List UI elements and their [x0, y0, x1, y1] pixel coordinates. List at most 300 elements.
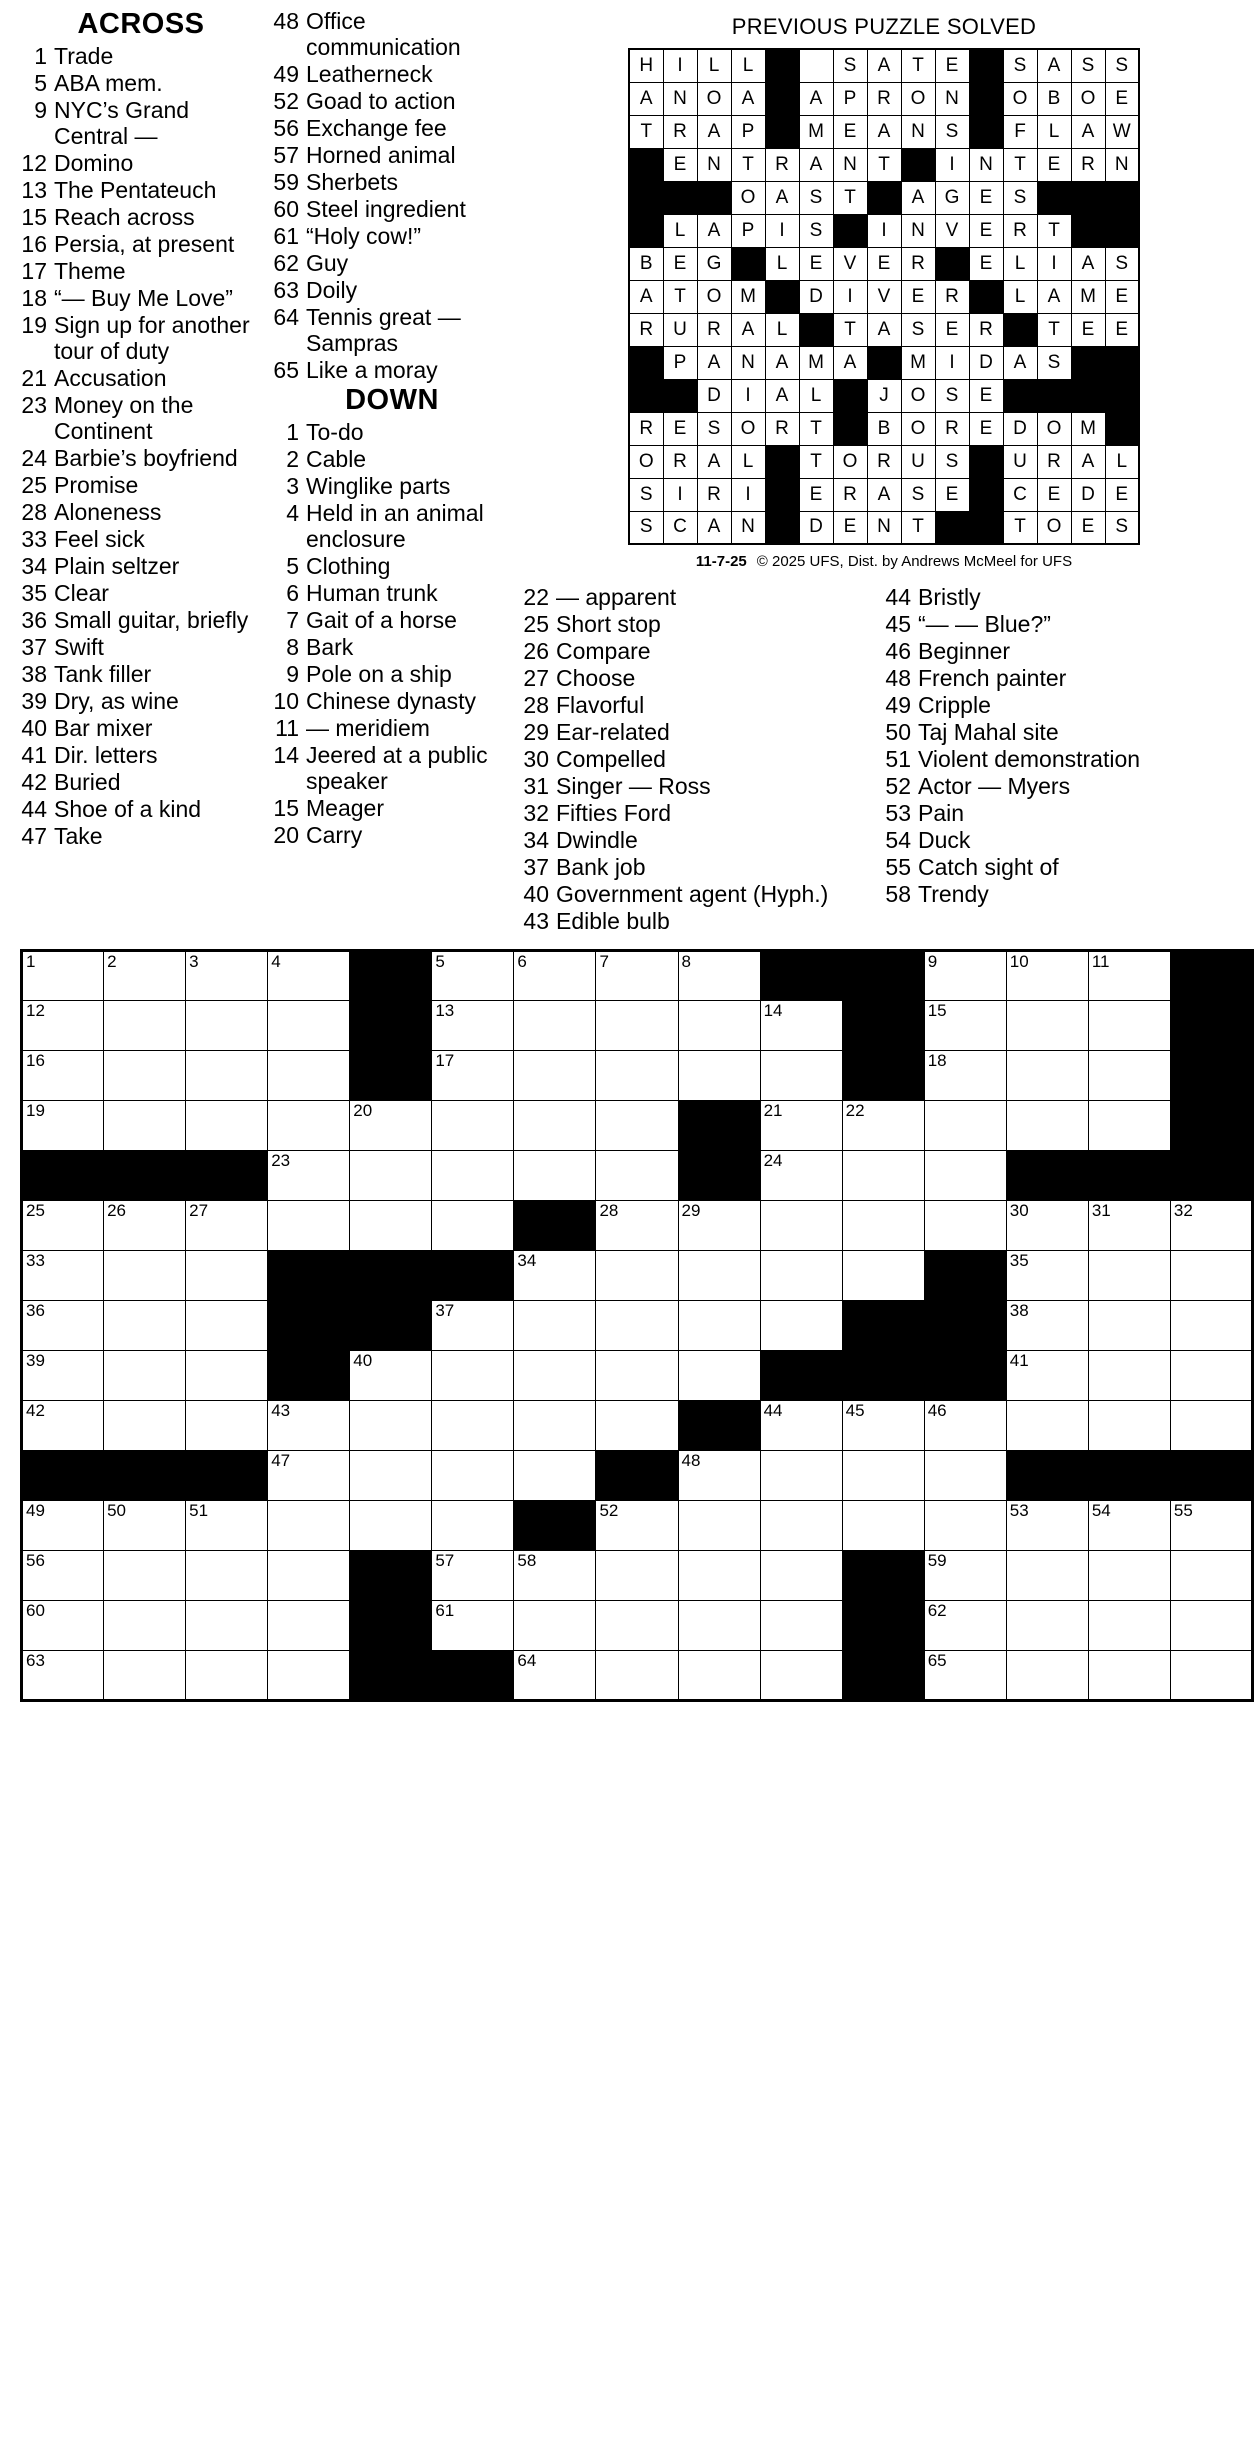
puzzle-entry-cell[interactable]	[432, 1550, 514, 1600]
puzzle-entry-cell[interactable]	[514, 1650, 596, 1700]
puzzle-entry-cell[interactable]	[1170, 1350, 1252, 1400]
puzzle-entry-cell[interactable]	[22, 1250, 104, 1300]
puzzle-entry-cell[interactable]	[186, 1400, 268, 1450]
solved-letter-cell: L	[765, 247, 799, 280]
puzzle-entry-cell[interactable]	[924, 1650, 1006, 1700]
puzzle-entry-cell[interactable]	[22, 1050, 104, 1100]
puzzle-entry-cell[interactable]	[268, 1150, 350, 1200]
puzzle-entry-cell[interactable]	[432, 1350, 514, 1400]
puzzle-entry-cell[interactable]	[104, 950, 186, 1000]
puzzle-cell-number: 45	[845, 1400, 865, 1420]
clue-number: 60	[273, 195, 299, 222]
puzzle-entry-cell[interactable]	[924, 950, 1006, 1000]
puzzle-entry-cell[interactable]	[678, 1600, 760, 1650]
puzzle-entry-cell[interactable]	[924, 1600, 1006, 1650]
solved-block-cell	[765, 82, 799, 115]
puzzle-entry-cell[interactable]	[1006, 1550, 1088, 1600]
puzzle-entry-cell[interactable]	[924, 1550, 1006, 1600]
puzzle-entry-cell[interactable]	[1006, 950, 1088, 1000]
puzzle-entry-cell[interactable]	[678, 950, 760, 1000]
puzzle-entry-cell[interactable]	[104, 1350, 186, 1400]
clue-text: Trade	[54, 43, 114, 69]
puzzle-cell-number: 1	[26, 951, 36, 971]
clue-item	[20, 312, 262, 364]
solved-letter-cell: S	[629, 478, 663, 511]
clue-item	[20, 231, 262, 257]
puzzle-entry-cell[interactable]	[104, 1550, 186, 1600]
puzzle-entry-cell[interactable]	[22, 1000, 104, 1050]
puzzle-entry-cell[interactable]	[842, 1500, 924, 1550]
clue-text: Tank filler	[54, 660, 152, 687]
puzzle-entry-cell[interactable]	[760, 1050, 842, 1100]
clue-item	[272, 742, 512, 794]
puzzle-entry-cell[interactable]	[350, 1150, 432, 1200]
puzzle-cell-number: 57	[435, 1550, 455, 1570]
solved-letter-cell: P	[731, 115, 765, 148]
puzzle-entry-cell[interactable]	[596, 950, 678, 1000]
clue-item	[522, 881, 876, 907]
puzzle-entry-cell[interactable]	[432, 1600, 514, 1650]
puzzle-entry-cell[interactable]	[924, 1500, 1006, 1550]
puzzle-entry-cell[interactable]	[760, 1400, 842, 1450]
puzzle-entry-cell[interactable]	[350, 1500, 432, 1550]
puzzle-entry-cell[interactable]	[514, 1300, 596, 1350]
clue-item	[272, 357, 512, 383]
puzzle-entry-cell[interactable]	[22, 950, 104, 1000]
puzzle-entry-cell[interactable]	[1170, 1250, 1252, 1300]
puzzle-entry-cell[interactable]	[596, 1650, 678, 1700]
puzzle-entry-cell[interactable]	[1088, 1250, 1170, 1300]
puzzle-block-cell	[104, 1450, 186, 1500]
clue-number: 13	[21, 176, 47, 203]
puzzle-entry-cell[interactable]	[1088, 950, 1170, 1000]
clue-number: 37	[523, 853, 549, 880]
puzzle-entry-cell[interactable]	[350, 1400, 432, 1450]
solved-letter-cell: C	[1003, 478, 1037, 511]
puzzle-entry-cell[interactable]	[514, 1100, 596, 1150]
puzzle-entry-cell[interactable]	[514, 1450, 596, 1500]
puzzle-entry-cell[interactable]	[760, 1000, 842, 1050]
puzzle-entry-cell[interactable]	[924, 1150, 1006, 1200]
puzzle-entry-cell[interactable]	[104, 1600, 186, 1650]
puzzle-entry-cell[interactable]	[104, 1300, 186, 1350]
puzzle-entry-cell[interactable]	[104, 1050, 186, 1100]
clue-number: 34	[523, 826, 549, 853]
solved-letter-cell: A	[1037, 280, 1071, 313]
clue-text: NYC’s Grand Central —	[54, 96, 190, 149]
puzzle-entry-cell[interactable]	[760, 1650, 842, 1700]
solved-letter-cell: E	[1071, 313, 1105, 346]
puzzle-entry-cell[interactable]	[1088, 1600, 1170, 1650]
puzzle-entry-cell[interactable]	[678, 1650, 760, 1700]
puzzle-entry-cell[interactable]	[1088, 1200, 1170, 1250]
puzzle-entry-cell[interactable]	[268, 1650, 350, 1700]
puzzle-entry-cell[interactable]	[1170, 1550, 1252, 1600]
puzzle-entry-cell[interactable]	[596, 1400, 678, 1450]
puzzle-entry-cell[interactable]	[1088, 1000, 1170, 1050]
puzzle-entry-cell[interactable]	[924, 1450, 1006, 1500]
puzzle-entry-cell[interactable]	[268, 1600, 350, 1650]
puzzle-entry-cell[interactable]	[186, 1600, 268, 1650]
puzzle-entry-cell[interactable]	[1088, 1550, 1170, 1600]
puzzle-date: 11-7-25	[695, 553, 747, 570]
solved-block-cell	[799, 313, 833, 346]
puzzle-grid-row	[22, 1500, 1253, 1550]
puzzle-entry-cell[interactable]	[1088, 1650, 1170, 1700]
clue-text: Promise	[54, 471, 139, 498]
puzzle-entry-cell[interactable]	[186, 1050, 268, 1100]
puzzle-entry-cell[interactable]	[596, 1300, 678, 1350]
solved-block-cell	[901, 148, 935, 181]
clue-item	[272, 661, 512, 687]
puzzle-entry-cell[interactable]	[596, 1550, 678, 1600]
solved-letter-cell: R	[629, 412, 663, 445]
puzzle-entry-cell[interactable]	[1006, 1500, 1088, 1550]
puzzle-entry-cell[interactable]	[514, 1000, 596, 1050]
clue-number: 15	[21, 203, 47, 230]
puzzle-entry-cell[interactable]	[1170, 1400, 1252, 1450]
puzzle-entry-cell[interactable]	[596, 1100, 678, 1150]
clue-text: Duck	[918, 826, 971, 853]
puzzle-entry-cell[interactable]	[596, 1150, 678, 1200]
puzzle-entry-cell[interactable]	[1006, 1050, 1088, 1100]
puzzle-entry-cell[interactable]	[104, 1000, 186, 1050]
puzzle-entry-cell[interactable]	[432, 1000, 514, 1050]
puzzle-entry-cell[interactable]	[22, 1350, 104, 1400]
clue-text: “— Buy Me Love”	[54, 284, 233, 311]
puzzle-entry-cell[interactable]	[1088, 1300, 1170, 1350]
puzzle-entry-cell[interactable]	[596, 1350, 678, 1400]
puzzle-entry-cell[interactable]	[104, 1100, 186, 1150]
puzzle-entry-cell[interactable]	[104, 1250, 186, 1300]
clue-item	[20, 661, 262, 687]
solved-letter-cell: E	[969, 214, 1003, 247]
solved-letter-cell: I	[867, 214, 901, 247]
puzzle-entry-cell[interactable]	[1170, 1200, 1252, 1250]
puzzle-entry-cell[interactable]	[1088, 1350, 1170, 1400]
puzzle-entry-cell[interactable]	[760, 1150, 842, 1200]
clue-item	[20, 634, 262, 660]
solved-block-cell	[969, 49, 1003, 82]
puzzle-entry-cell[interactable]	[760, 1550, 842, 1600]
solved-letter-cell: R	[1071, 148, 1105, 181]
clue-text: Cripple	[918, 691, 991, 718]
crossword-puzzle-grid[interactable]	[20, 949, 1254, 1702]
down-clue-list-2	[522, 584, 876, 934]
puzzle-entry-cell[interactable]	[1170, 1500, 1252, 1550]
clue-item	[272, 115, 512, 141]
puzzle-entry-cell[interactable]	[842, 1200, 924, 1250]
puzzle-entry-cell[interactable]	[186, 1650, 268, 1700]
clue-item	[272, 223, 512, 249]
puzzle-entry-cell[interactable]	[186, 1000, 268, 1050]
previous-puzzle-title: PREVIOUS PUZZLE SOLVED	[731, 14, 1037, 39]
puzzle-entry-cell[interactable]	[1006, 1300, 1088, 1350]
solved-letter-cell: H	[629, 49, 663, 82]
solved-letter-cell: S	[1105, 511, 1139, 544]
puzzle-entry-cell[interactable]	[104, 1500, 186, 1550]
puzzle-entry-cell[interactable]	[268, 1000, 350, 1050]
solved-block-cell	[1037, 379, 1071, 412]
solved-letter-cell: E	[799, 247, 833, 280]
puzzle-entry-cell[interactable]	[596, 1200, 678, 1250]
solved-block-cell	[629, 214, 663, 247]
puzzle-entry-cell[interactable]	[760, 1300, 842, 1350]
clue-number: 25	[523, 610, 549, 637]
puzzle-entry-cell[interactable]	[514, 950, 596, 1000]
puzzle-entry-cell[interactable]	[596, 1600, 678, 1650]
puzzle-entry-cell[interactable]	[268, 1400, 350, 1450]
puzzle-entry-cell[interactable]	[842, 1100, 924, 1150]
puzzle-entry-cell[interactable]	[1088, 1100, 1170, 1150]
puzzle-entry-cell[interactable]	[22, 1300, 104, 1350]
puzzle-block-cell	[924, 1250, 1006, 1300]
down-clues-lower	[522, 584, 1246, 935]
puzzle-entry-cell[interactable]	[432, 950, 514, 1000]
puzzle-entry-cell[interactable]	[1006, 1000, 1088, 1050]
solved-letter-cell: M	[1071, 280, 1105, 313]
clue-text: Feel sick	[54, 525, 145, 552]
solved-letter-cell: T	[663, 280, 697, 313]
puzzle-entry-cell[interactable]	[268, 1050, 350, 1100]
clue-item	[272, 500, 512, 552]
puzzle-entry-cell[interactable]	[514, 1550, 596, 1600]
puzzle-entry-cell[interactable]	[22, 1650, 104, 1700]
puzzle-entry-cell[interactable]	[186, 950, 268, 1000]
puzzle-entry-cell[interactable]	[924, 1400, 1006, 1450]
clue-text: Money on the Continent	[54, 391, 194, 444]
solved-letter-cell: E	[1037, 148, 1071, 181]
puzzle-entry-cell[interactable]	[104, 1650, 186, 1700]
clue-text: Beginner	[918, 637, 1011, 664]
puzzle-entry-cell[interactable]	[1170, 1600, 1252, 1650]
puzzle-entry-cell[interactable]	[678, 1000, 760, 1050]
solved-block-cell	[1071, 379, 1105, 412]
puzzle-cell-number: 41	[1009, 1350, 1029, 1370]
solved-letter-cell: T	[629, 115, 663, 148]
puzzle-cell-number: 62	[927, 1600, 947, 1620]
puzzle-entry-cell[interactable]	[104, 1400, 186, 1450]
puzzle-entry-cell[interactable]	[186, 1550, 268, 1600]
puzzle-entry-cell[interactable]	[1006, 1200, 1088, 1250]
clue-text: Leatherneck	[306, 60, 433, 87]
solved-letter-cell: N	[867, 511, 901, 544]
puzzle-block-cell	[432, 1250, 514, 1300]
puzzle-entry-cell[interactable]	[760, 1250, 842, 1300]
puzzle-entry-cell[interactable]	[350, 1100, 432, 1150]
puzzle-entry-cell[interactable]	[22, 1500, 104, 1550]
puzzle-cell-number: 49	[26, 1500, 45, 1520]
puzzle-block-cell	[22, 1450, 104, 1500]
puzzle-entry-cell[interactable]	[268, 1100, 350, 1150]
clue-item	[272, 250, 512, 276]
puzzle-entry-cell[interactable]	[924, 1200, 1006, 1250]
puzzle-entry-cell[interactable]	[104, 1200, 186, 1250]
solved-letter-cell: C	[663, 511, 697, 544]
puzzle-entry-cell[interactable]	[924, 1000, 1006, 1050]
solved-letter-cell: E	[663, 412, 697, 445]
puzzle-entry-cell[interactable]	[186, 1500, 268, 1550]
puzzle-entry-cell[interactable]	[678, 1250, 760, 1300]
clue-item	[884, 881, 1238, 907]
puzzle-entry-cell[interactable]	[760, 1500, 842, 1550]
puzzle-entry-cell[interactable]	[760, 1450, 842, 1500]
solved-letter-cell: N	[1105, 148, 1139, 181]
puzzle-entry-cell[interactable]	[1088, 1500, 1170, 1550]
puzzle-entry-cell[interactable]	[678, 1350, 760, 1400]
clue-number: 58	[885, 880, 911, 907]
puzzle-cell-number: 34	[517, 1250, 537, 1270]
puzzle-entry-cell[interactable]	[842, 1400, 924, 1450]
clue-text: “Holy cow!”	[306, 222, 422, 249]
clue-number: 15	[273, 794, 299, 821]
puzzle-entry-cell[interactable]	[350, 1450, 432, 1500]
solved-letter-cell: A	[1071, 247, 1105, 280]
puzzle-entry-cell[interactable]	[1170, 1650, 1252, 1700]
solved-block-cell	[629, 181, 663, 214]
solved-letter-cell: A	[867, 478, 901, 511]
clue-number: 37	[21, 633, 47, 660]
previous-puzzle-grid	[628, 48, 1140, 545]
puzzle-entry-cell[interactable]	[268, 1450, 350, 1500]
puzzle-entry-cell[interactable]	[678, 1500, 760, 1550]
puzzle-entry-cell[interactable]	[1006, 1100, 1088, 1150]
solved-letter-cell: S	[833, 49, 867, 82]
clue-number: 40	[523, 880, 549, 907]
solved-letter-cell: U	[663, 313, 697, 346]
puzzle-entry-cell[interactable]	[432, 1500, 514, 1550]
puzzle-entry-cell[interactable]	[1088, 1400, 1170, 1450]
solved-letter-cell: A	[1037, 49, 1071, 82]
puzzle-entry-cell[interactable]	[432, 1200, 514, 1250]
puzzle-entry-cell[interactable]	[186, 1350, 268, 1400]
puzzle-entry-cell[interactable]	[268, 950, 350, 1000]
clue-text: Chinese dynasty	[306, 687, 477, 714]
puzzle-entry-cell[interactable]	[186, 1300, 268, 1350]
puzzle-entry-cell[interactable]	[22, 1400, 104, 1450]
puzzle-entry-cell[interactable]	[186, 1250, 268, 1300]
puzzle-entry-cell[interactable]	[514, 1400, 596, 1450]
clue-number: 42	[21, 768, 47, 795]
puzzle-entry-cell[interactable]	[1006, 1350, 1088, 1400]
clue-text: Dry, as wine	[54, 687, 179, 714]
clue-item	[884, 638, 1238, 664]
puzzle-entry-cell[interactable]	[760, 1200, 842, 1250]
puzzle-entry-cell[interactable]	[350, 1350, 432, 1400]
puzzle-cell-number: 48	[681, 1450, 701, 1470]
puzzle-entry-cell[interactable]	[1006, 1250, 1088, 1300]
puzzle-entry-cell[interactable]	[596, 1250, 678, 1300]
clue-number: 27	[523, 664, 549, 691]
puzzle-entry-cell[interactable]	[596, 1000, 678, 1050]
puzzle-cell-number: 20	[353, 1100, 373, 1120]
puzzle-entry-cell[interactable]	[22, 1600, 104, 1650]
puzzle-entry-cell[interactable]	[432, 1300, 514, 1350]
puzzle-entry-cell[interactable]	[22, 1200, 104, 1250]
puzzle-block-cell	[186, 1450, 268, 1500]
puzzle-cell-number: 4	[271, 951, 281, 971]
puzzle-entry-cell[interactable]	[268, 1550, 350, 1600]
puzzle-entry-cell[interactable]	[924, 1100, 1006, 1150]
puzzle-entry-cell[interactable]	[186, 1200, 268, 1250]
clue-text: Catch sight of	[918, 853, 1059, 880]
puzzle-entry-cell[interactable]	[350, 1200, 432, 1250]
puzzle-cell-number: 10	[1009, 951, 1029, 971]
clue-text: Gait of a horse	[306, 606, 457, 633]
solved-letter-cell: E	[901, 280, 935, 313]
clue-number: 33	[21, 525, 47, 552]
solved-grid-row	[629, 115, 1139, 148]
puzzle-entry-cell[interactable]	[678, 1200, 760, 1250]
puzzle-entry-cell[interactable]	[514, 1150, 596, 1200]
solved-letter-cell: R	[663, 445, 697, 478]
puzzle-entry-cell[interactable]	[432, 1450, 514, 1500]
puzzle-entry-cell[interactable]	[924, 1050, 1006, 1100]
puzzle-entry-cell[interactable]	[1006, 1400, 1088, 1450]
puzzle-cell-number: 36	[26, 1300, 45, 1320]
puzzle-entry-cell[interactable]	[268, 1200, 350, 1250]
puzzle-entry-cell[interactable]	[678, 1050, 760, 1100]
solved-grid-wrapper	[522, 48, 1246, 545]
puzzle-entry-cell[interactable]	[842, 1450, 924, 1500]
solved-grid-row	[629, 379, 1139, 412]
solved-letter-cell: E	[935, 313, 969, 346]
puzzle-entry-cell[interactable]	[22, 1550, 104, 1600]
puzzle-entry-cell[interactable]	[432, 1100, 514, 1150]
puzzle-cell-number: 61	[435, 1600, 455, 1620]
puzzle-entry-cell[interactable]	[678, 1450, 760, 1500]
clue-number: 29	[523, 718, 549, 745]
puzzle-entry-cell[interactable]	[432, 1050, 514, 1100]
clue-text: Sign up for another tour of duty	[54, 311, 250, 364]
puzzle-entry-cell[interactable]	[596, 1050, 678, 1100]
puzzle-entry-cell[interactable]	[514, 1250, 596, 1300]
puzzle-block-cell	[678, 1400, 760, 1450]
puzzle-entry-cell[interactable]	[1006, 1650, 1088, 1700]
clue-number: 49	[885, 691, 911, 718]
puzzle-entry-cell[interactable]	[514, 1600, 596, 1650]
solved-block-cell	[1071, 214, 1105, 247]
puzzle-entry-cell[interactable]	[842, 1250, 924, 1300]
puzzle-entry-cell[interactable]	[432, 1150, 514, 1200]
puzzle-entry-cell[interactable]	[1088, 1050, 1170, 1100]
puzzle-entry-cell[interactable]	[432, 1400, 514, 1450]
puzzle-entry-cell[interactable]	[760, 1100, 842, 1150]
puzzle-entry-cell[interactable]	[1006, 1600, 1088, 1650]
clue-text: Actor — Myers	[918, 772, 1071, 799]
clue-text: Office communication	[306, 8, 461, 60]
puzzle-cell-number: 46	[927, 1400, 947, 1420]
puzzle-entry-cell[interactable]	[22, 1100, 104, 1150]
puzzle-entry-cell[interactable]	[186, 1100, 268, 1150]
clue-item	[272, 277, 512, 303]
puzzle-entry-cell[interactable]	[514, 1350, 596, 1400]
puzzle-entry-cell[interactable]	[268, 1500, 350, 1550]
puzzle-entry-cell[interactable]	[842, 1150, 924, 1200]
puzzle-block-cell	[268, 1300, 350, 1350]
puzzle-entry-cell[interactable]	[596, 1500, 678, 1550]
clue-text: Cable	[306, 445, 367, 472]
puzzle-entry-cell[interactable]	[678, 1550, 760, 1600]
puzzle-entry-cell[interactable]	[678, 1300, 760, 1350]
puzzle-entry-cell[interactable]	[1170, 1300, 1252, 1350]
puzzle-cell-number: 43	[271, 1400, 291, 1420]
solved-letter-cell: T	[799, 412, 833, 445]
puzzle-entry-cell[interactable]	[760, 1600, 842, 1650]
puzzle-entry-cell[interactable]	[514, 1050, 596, 1100]
clue-text: Sherbets	[306, 168, 399, 195]
solved-block-cell	[697, 181, 731, 214]
